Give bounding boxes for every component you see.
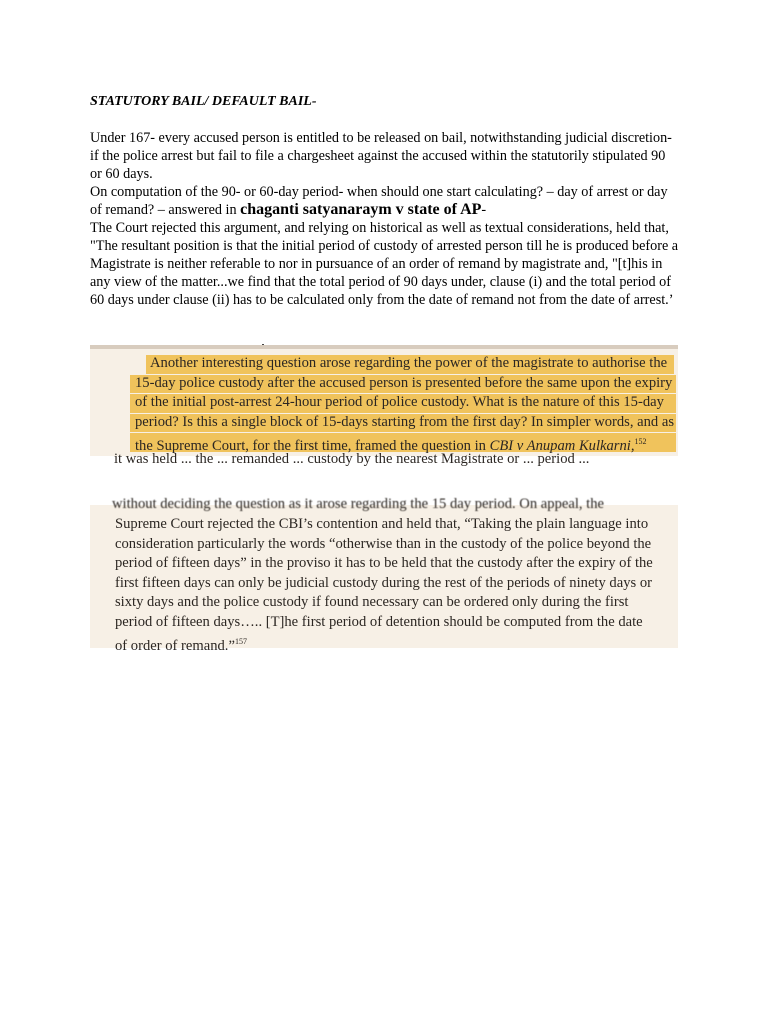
excerpt2-line-text: sixty days and the police custody if found necessary can be ordered only during the first — [115, 594, 629, 610]
scanned-excerpt — [90, 496, 678, 654]
excerpt2-line-text: period of fifteen days….. [T]he first period of detention should be computed from the date — [115, 613, 643, 630]
section-heading: STATUTORY BAIL/ DEFAULT BAIL- — [90, 94, 317, 109]
excerpt2-line — [90, 535, 678, 555]
excerpt1-line — [90, 432, 678, 452]
excerpt2-line-text: first fifteen days can only be judicial custody during the rest of the periods of ninety days or — [115, 574, 652, 591]
excerpt2-line-text: of order of remand.” — [115, 638, 235, 654]
excerpt1-line-text: 15-day police custody after the accused person is presented before the same upon the expiry — [135, 374, 673, 391]
excerpt2-line — [90, 632, 678, 652]
cut-off-line: without deciding the question as it arose regarding the 15 day period. On appeal, the — [112, 496, 604, 512]
excerpt2-line-text: Supreme Court rejected the CBI’s contention and held that, “Taking the plain language into — [115, 516, 649, 532]
excerpt1-line-text: of the initial post-arrest 24-hour period of police custody. What is the nature of this 15-day — [135, 394, 664, 410]
paragraph-computation — [90, 183, 680, 219]
case-name-chaganti: chaganti satyanaraym v state of AP — [240, 201, 482, 218]
scanned-excerpt-highlighted — [90, 345, 678, 467]
paragraph-court-holding: The Court rejected this argument, and relying on historical as well as textual considerations, held that, "The resultant position is that the initial period of custody of arrested person till he is produced before a Magistrate is neither referable to nor in pursuance of an order of remand by magistrate and, "[t]his in any view of the matter...we find that the total period of 90 days under, clause (i) and the total period of 60 days under clause (ii) has to be calculated only from the date of remand not from the date of arrest.’ — [90, 220, 679, 308]
excerpt2-line — [90, 613, 678, 633]
paragraph-statutory-bail: Under 167- every accused person is entitled to be released on bail, notwithstanding judicial discretion- if the police arrest but fail to file a chargesheet against the accused within the statutorily stipulated 90 or 60 days. — [90, 130, 672, 182]
excerpt1-line — [90, 374, 678, 394]
excerpt1-line-text: Another interesting question arose regarding the power of the magistrate to authorise the — [150, 355, 668, 371]
excerpt2-line — [90, 515, 678, 535]
excerpt2-line — [90, 593, 678, 613]
computation-text: On computation of the 90- or 60-day period- when should one start calculating? – day of arrest or day of remand? – answered in — [90, 184, 668, 218]
computation-suffix: - — [481, 202, 487, 218]
excerpt2-line — [90, 554, 678, 574]
footnote-ref: 152 — [634, 437, 647, 446]
excerpt2-line-text: consideration particularly the words “otherwise than in the custody of the police beyond the — [115, 535, 652, 552]
excerpt1-line — [90, 413, 678, 433]
excerpt1-line — [90, 354, 678, 374]
excerpt1-line-text: period? Is this a single block of 15-days starting from the first day? In simpler words, and as — [135, 413, 675, 430]
excerpt2-line — [90, 574, 678, 594]
excerpt1-case-name: CBI v Anupam Kulkarni, — [489, 438, 635, 454]
excerpt2-line-text: period of fifteen days” in the proviso it has to be held that the custody after the expiry of the — [115, 555, 653, 571]
excerpt1-line-text: the Supreme Court, for the first time, framed the question in — [135, 438, 490, 454]
cut-off-line: it was held ... the ... remanded ... custody by the nearest Magistrate or ... period ... — [114, 451, 590, 467]
footnote-ref: 157 — [234, 637, 247, 646]
body-text — [90, 129, 680, 309]
excerpt1-line — [90, 393, 678, 413]
